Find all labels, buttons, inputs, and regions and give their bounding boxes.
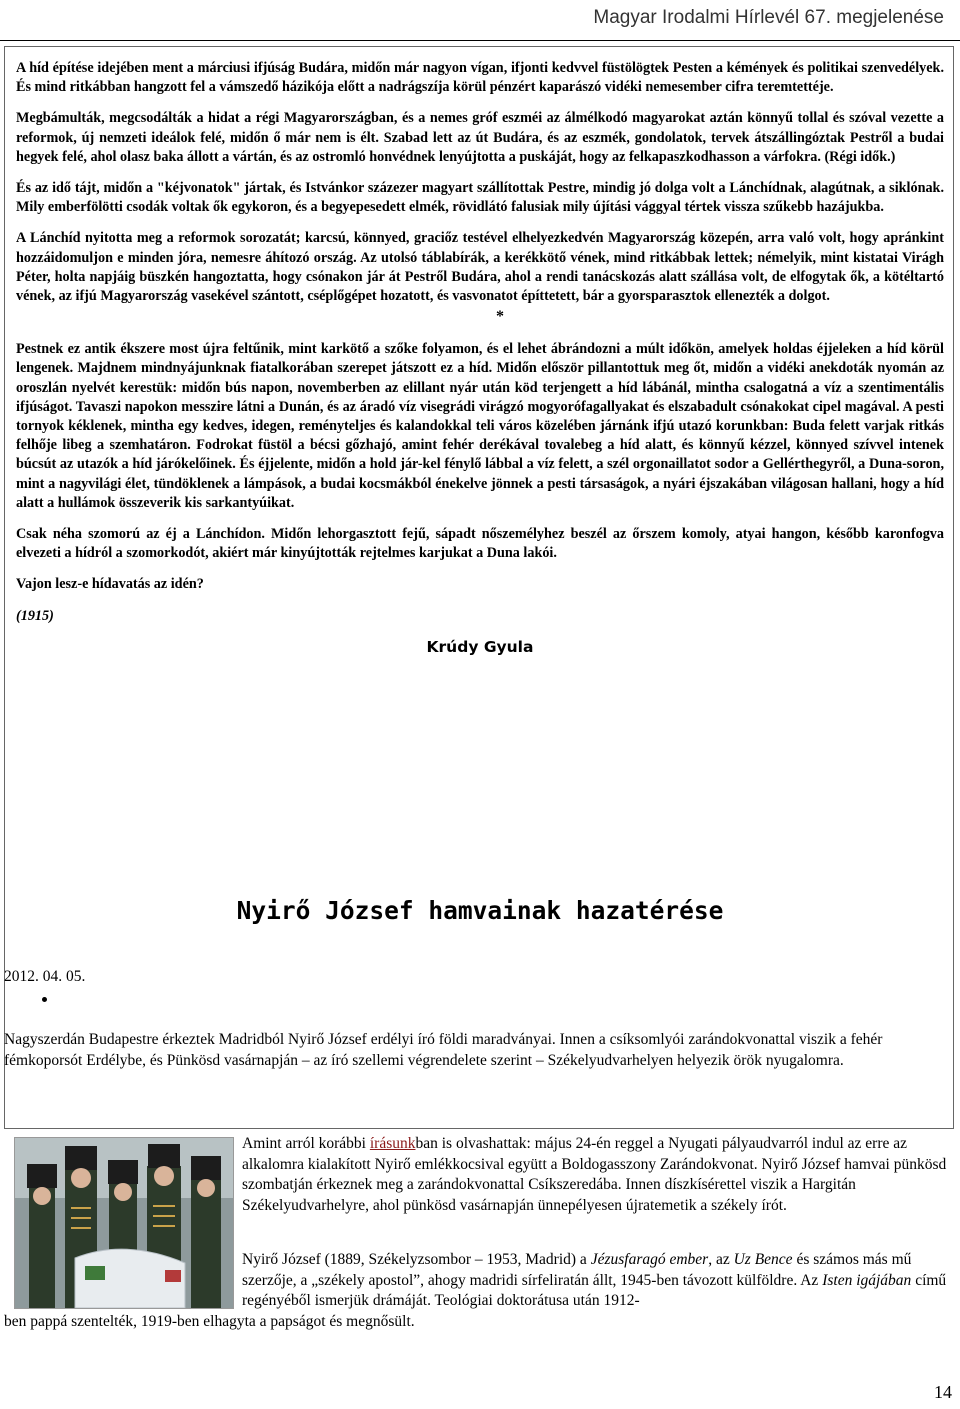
article-paragraph: A Lánchíd nyitotta meg a reformok sorozatát; karcsú, könnyed, graciőz testével elhelyezkedvén Magyarország közepén, arra való volt, hogy apránkint hozzáidomuljon e minden jóra, nemesre áhítozó ország. Az utolsó táblabírák, a kerékkötő vének, mind ritkábbak lettek; némelyik, mint kistatai Virágh Péter, holta napjáig büszkén hangoztatta, hogy csónakon jár át Pestről Budára, ahol a rendi tanácskozás alatt szállása volt, de elfogytak ők, a kötéltartó vének, az ifjú Magyarország vasekével szántott, cséplőgépet hozatott, és vasvonatot építtetett, bár a gyorsparasztok ellenezték a dolgot. xyxy=(16,230,944,305)
newsletter-title: Magyar Irodalmi Hírlevél 67. megjelenése xyxy=(593,7,944,28)
book-title: Jézusfaragó ember xyxy=(590,1251,709,1268)
publish-date: 2012. 04. 05. xyxy=(4,968,86,985)
section-paragraph-2-continued: ben pappá szentelték, 1919-ben elhagyta a papságot és megnősült. xyxy=(4,1313,415,1330)
article-box xyxy=(4,46,954,1129)
article-year: (1915) xyxy=(16,607,54,624)
article-link[interactable]: írásunk xyxy=(369,1135,416,1152)
section-separator: * xyxy=(496,308,504,326)
article-author: Krúdy Gyula xyxy=(426,637,534,656)
article-paragraph: Csak néha szomorú az éj a Lánchídon. Midőn lehorgasztott fejű, sápadt nőszemélyhez beszél az őrszem komoly, atyai hangon, később karonfogva elvezeti a hídról a szomorkodót, akiért már kinyújtották rejtelmes karjukat a Duna lakói. xyxy=(16,526,944,562)
article-paragraph: És az idő tájt, midőn a "kéjvonatok" jártak, és Istvánkor százezer magyart szállítottak Pestre, mindig jó dolga volt a Lánchídnak, alagútnak, a siklónak. Mily emberfölötti csodák voltak ők egykoron, és a begyepesedett elmék, rövidlátó falusiak mily újítási vággyal tértek vissza szűkebb hazájukba. xyxy=(16,180,944,216)
bullet-icon xyxy=(42,997,47,1002)
section-title: Nyirő József hamvainak hazatérése xyxy=(236,896,724,925)
text-segment: ban is olvashattak: május 24-én reggel a Nyugati pályaudvarról indul az erre az alkalomra kialakított Nyirő emlékkocsival együtt a Boldogasszony Zarándokvonat. Nyirő József hamvai pünkösd szombatján érkeznek meg a zarándokvonattal Csíkszeredába. Innen díszkísérettel viszik a Hargitán Székelyudvarhelyre, ahol pünkösd vasárnapján ünnepélyesen újratemetik a székely írót. xyxy=(242,1135,947,1214)
article-paragraph: Vajon lesz-e hídavatás az idén? xyxy=(16,576,204,593)
page-number: 14 xyxy=(934,1382,952,1402)
text-segment: című regényéből ismerjük drámáját. Teológiai doktorátusa után 1912- xyxy=(242,1271,947,1309)
text-segment: és számos más mű szerzője, a „székely apostol”, ahogy madridi sírfeliratán állt, 1945-ben távozott külföldre. Az xyxy=(242,1251,912,1289)
section-paragraph-2 xyxy=(242,1250,954,1312)
text-segment: Amint arról korábbi xyxy=(242,1135,370,1152)
article-paragraph: Megbámulták, megcsodálták a hidat a régi Magyarországban, és a nemes gróf eszméi az álmélkodó magyarokat aztán könnyű tollal és szóval vezette a reformok, új nemzeti ideálok felé, midőn ő már nem is élt. Szabad lett az út Budára, és az eszmék, gondolatok, tervek átszállingóztak Pestről a budai hegyek felé, ahol olasz baka állott a vártán, és az ostromló honvédnek lenyújtotta a puskáját, hogy az felkapaszkodhasson a várfokra. (Régi idők.) xyxy=(16,110,944,165)
page-header xyxy=(0,0,960,41)
article-paragraph: Pestnek ez antik ékszere most újra feltűnik, mint karkötő a szőke folyamon, és el lehet ábrándozni a múlt időkön, amelyek holdas éjjeleken a híd körül lengenek. Majdnem mindnyájunknak fiatalkorában szerepet játszott ez a híd. Midőn először pillantottuk meg őt, midőn a vidéki anekdoták nyomán az oroszlán nyelvét kerestük: midőn bús napon, novemberben az elillant nyár után köd terjengett a híd lábánál, mintha csalogatná a víz a szentimentális ifjúságot. Tavaszi napokon messzire látni a Dunán, és az áradó víz visegrádi virágzó mogyorófagallyakat és elszabadult csónakokat cipel magával. A pesti tornyok kéklenek, mintha egy kedves, idegen, reményteljes és kalandokkal teli város közelében járnánk ifjú utazó korunkban: Buda felett varjak ritkás felhője libeg a szemhatáron. Fodrokat füstöl a bécsi gőzhajó, amint fehér derékával tovalebeg a híd alatt, és könnyű kézzel, könnyed szívvel intenek búcsút az utazók a híd járókelőinek. És éjjelente, midőn a hold jár-kel fénylő lábbal a víz felett, a szél orgonaillatot sodor a Gellérthegyről, a Duna-soron, mint a nagyvilági élet, tündöklenek a lámpások, a budai kocsmákból énekelve jönnek a pesti társaságok, a nyári éjszakában világosan hallani, hogy a híd alatt a hullámok összeverik kis sarkantyúikat. xyxy=(16,341,944,511)
section-intro: Nagyszerdán Budapestre érkeztek Madridból Nyirő József erdélyi író földi maradványai. Innen a csíksomlyói zarándokvonattal viszik a fehér fémkoporsót Erdélybe, és Pünkösd vasárnapján – az író szellemi végrendelete szerint – Székelyudvarhelyen helyezik örök nyugalomra. xyxy=(4,1031,883,1069)
article-body xyxy=(16,59,944,669)
book-title: Isten igájában xyxy=(822,1271,912,1289)
text-segment: Nyirő József (1889, Székelyzsombor – 1953, Madrid) a xyxy=(242,1251,591,1268)
section-paragraph-1 xyxy=(242,1134,954,1216)
article-photo xyxy=(14,1137,234,1309)
guards-photo-illustration xyxy=(15,1138,233,1308)
article-paragraph: A híd építése idejében ment a márciusi ifjúság Budára, midőn már nagyon vígan, ifjonti kedvvel füstölögtek Pesten a kémények és politikai szenvedélyek. És mind ritkábban hangzott fel a vámszedő házikója előtt a nadrágszíja körül pénzért kaparászó vidéki nemesember cifra teremtettéje. xyxy=(16,60,944,96)
book-title: Uz Bence xyxy=(733,1251,793,1268)
text-segment: , az xyxy=(708,1251,734,1268)
